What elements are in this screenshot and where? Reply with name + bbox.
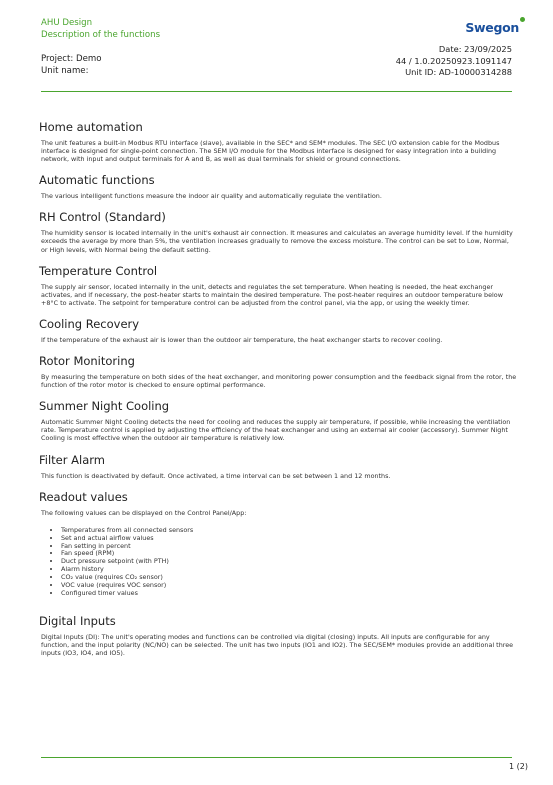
list-item: • Fan setting in percent: [61, 543, 517, 551]
readout-list: [39, 527, 517, 598]
section-heading: Cooling Recovery: [39, 316, 140, 331]
section-text: The humidity sensor is located internally in the unit's exhaust air connection. It measures and calculates an average humidity level. If the humidity exceeds the average by more than 5%, the ventilation increases gradually to remove the excess moisture. The control can be set to Low, Normal, or High levels, with Normal being the default setting.: [41, 229, 513, 254]
section-heading: Temperature Control: [39, 263, 158, 278]
version-label: 44 / 1.0.20250923.1091147: [395, 55, 512, 66]
section-heading: RH Control (Standard): [39, 210, 166, 225]
section-home-automation: [39, 120, 517, 163]
project-label: Project: Demo: [41, 54, 102, 64]
document-subtitle: Description of the functions: [41, 30, 161, 40]
document-body: [39, 120, 517, 667]
section-text: If the temperature of the exhaust air is lower than the outdoor air temperature, the heat exchanger starts to recover cooling.: [41, 335, 443, 344]
unit-id-label: Unit ID: AD-10000314288: [405, 67, 512, 77]
section-summer-night-cooling: [39, 399, 517, 442]
section-filter-alarm: [39, 453, 517, 480]
section-readout-values: [39, 490, 517, 598]
section-text: The unit features a built-in Modbus RTU interface (slave), available in the SEC* and SEM* modules. The SEC I/O extension cable for the Modbus interface is designed for single-point connection. The SEM I/O module for the Modbus interface is designed for easy integration into a building network, with input and output terminals for A and B, as well as dual terminals for shield or ground connections.: [41, 139, 500, 164]
section-digital-inputs: [39, 614, 517, 657]
header-divider: [41, 91, 512, 92]
footer-divider: [41, 757, 512, 758]
section-cooling-recovery: [39, 317, 517, 344]
section-rotor-monitoring: [39, 354, 517, 389]
section-text: The following values can be displayed on the Control Panel/App:: [41, 508, 247, 517]
list-item: • VOC value (requires VOC sensor): [61, 582, 517, 590]
list-item: • Duct pressure setpoint (with PTH): [61, 558, 517, 566]
list-item: • Fan speed (RPM): [61, 550, 517, 558]
logo-text: Swegon: [465, 20, 519, 35]
section-heading: Automatic functions: [39, 173, 155, 188]
document-meta: [262, 44, 512, 79]
section-text: Digital Inputs (DI): The unit's operating modes and functions can be controlled via digital (closing) inputs. All inputs are configurable for any function, and the input polarity (NC/NO) can be selected. The unit has two inputs (IO1 and IO2). The SEC/SEM* modules provide an additional three inputs (IO3, IO4, and IO5).: [41, 632, 514, 658]
section-heading: Rotor Monitoring: [39, 354, 135, 369]
section-text: This function is deactivated by default. Once activated, a time interval can be set between 1 and 12 months.: [41, 471, 391, 480]
document-title: AHU Design: [41, 18, 93, 28]
logo-dot-icon: [520, 17, 525, 22]
section-automatic-functions: [39, 173, 517, 200]
section-heading: Readout values: [39, 489, 128, 504]
section-text: Automatic Summer Night Cooling detects the need for cooling and reduces the supply air temperature, if possible, while increasing the ventilation rate. Temperature control is applied by adjusting the efficiency of the heat exchanger and using an external air cooler (accessory). Summer Night Cooling is most effective when the outdoor air temperature is relatively low.: [41, 418, 511, 443]
section-rh-control: [39, 210, 517, 253]
section-text: The supply air sensor, located internally in the unit, detects and regulates the set temperature. When heating is needed, the heat exchanger activates, and if necessary, the post-heater starts to maintain the desired temperature. The post-heater requires an outdoor temperature below +8°C to activate. The setpoint for temperature control can be adjusted from the control panel, via the app, or using the weekly timer.: [41, 282, 503, 307]
list-item: • Alarm history: [61, 566, 517, 574]
list-item: • Set and actual airflow values: [61, 535, 517, 543]
page-number: 1 (2): [509, 762, 528, 771]
section-text: By measuring the temperature on both sides of the heat exchanger, and monitoring power consumption and the feedback signal from the rotor, the function of the rotor motor is checked to ensure optimal performance.: [41, 373, 517, 390]
swegon-logo: [465, 20, 519, 35]
section-heading: Summer Night Cooling: [39, 399, 170, 414]
section-text: The various intelligent functions measure the indoor air quality and automatically regulate the ventilation.: [41, 192, 382, 201]
list-item: • Configured timer values: [61, 590, 517, 598]
section-heading: Digital Inputs: [39, 613, 116, 628]
unit-name-label: Unit name:: [41, 66, 89, 76]
section-heading: Filter Alarm: [39, 452, 105, 467]
section-temperature-control: [39, 264, 517, 307]
list-item: • CO₂ value (requires CO₂ sensor): [61, 574, 517, 582]
list-item: • Temperatures from all connected sensors: [61, 527, 517, 535]
date-label: Date: 23/09/2025: [438, 44, 512, 54]
section-heading: Home automation: [39, 120, 143, 134]
